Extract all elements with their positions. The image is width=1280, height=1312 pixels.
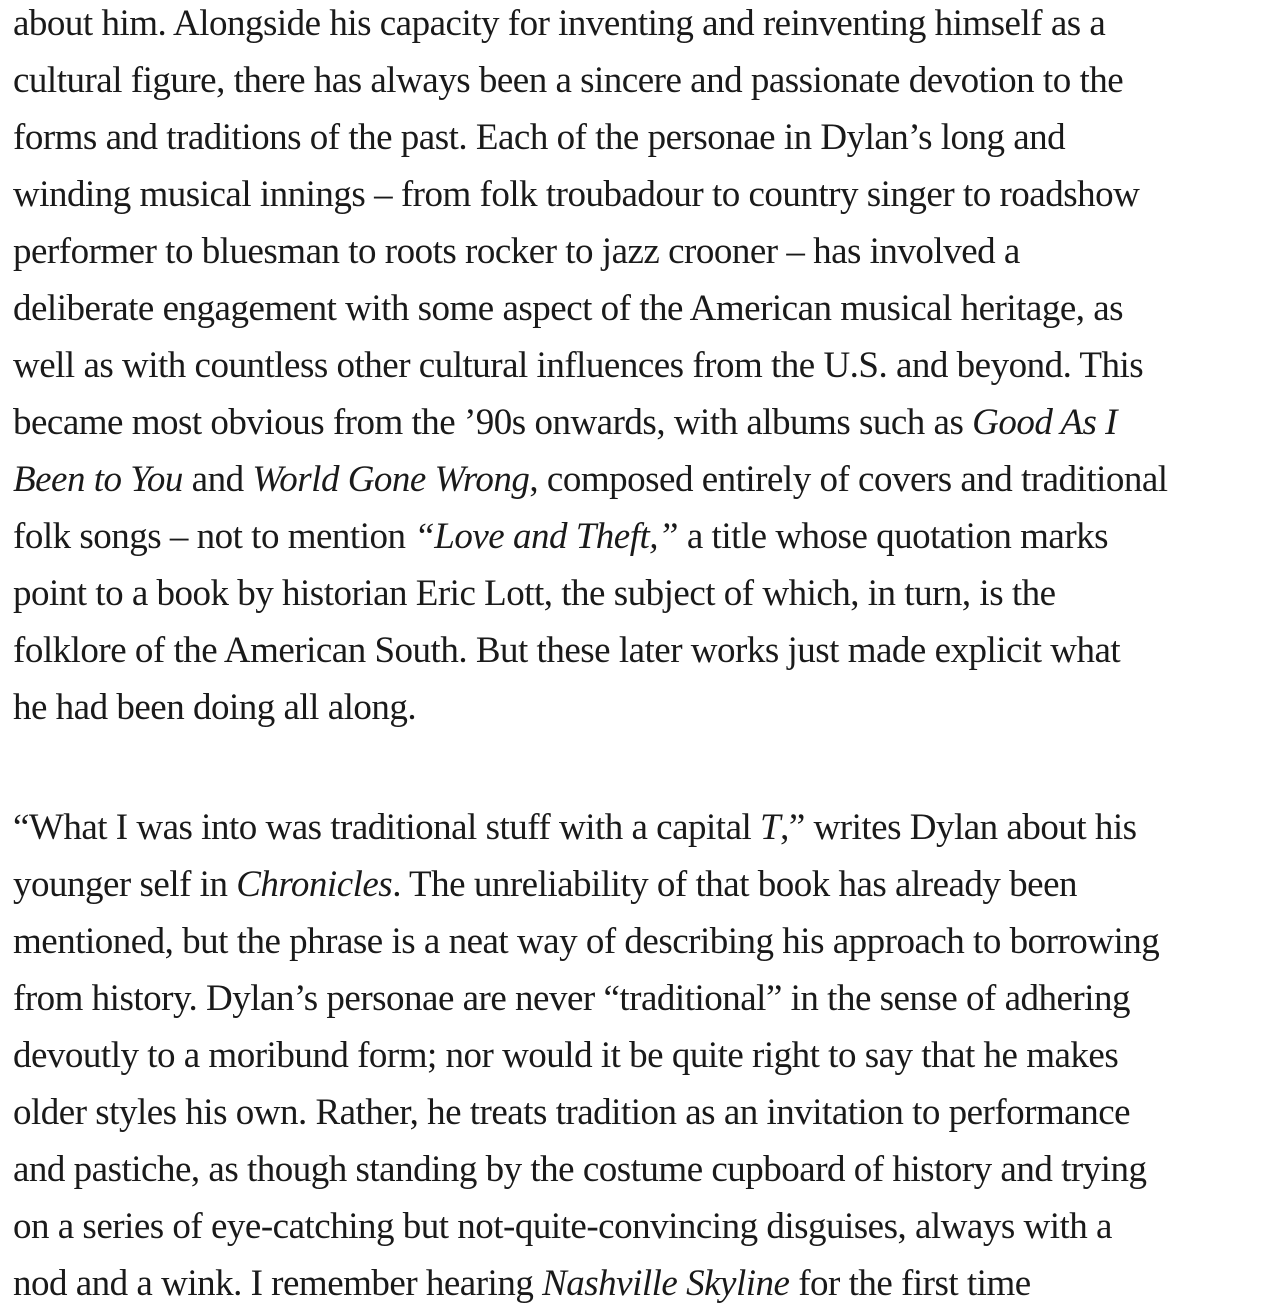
text-line xyxy=(13,1141,1146,1198)
text-line xyxy=(13,109,1065,166)
text-line xyxy=(13,394,1117,451)
text-line xyxy=(13,565,1056,622)
text-span: older styles his own. Rather, he treats tradition as an invitation to performance xyxy=(13,1092,1131,1133)
text-line xyxy=(13,913,1159,970)
text-span: younger self in xyxy=(13,864,237,905)
italic-title: Chronicles xyxy=(236,864,393,905)
text-line xyxy=(13,0,1105,52)
text-span: folk songs – not to mention xyxy=(13,516,415,557)
text-span: deliberate engagement with some aspect of the American musical heritage, as xyxy=(13,288,1124,329)
text-span: , composed entirely of covers and traditional xyxy=(529,459,1168,500)
text-span: about him. Alongside his capacity for inventing and reinventing himself as a xyxy=(13,3,1106,44)
text-line xyxy=(13,1255,1031,1312)
text-line xyxy=(13,1027,1118,1084)
text-span: cultural figure, there has always been a sincere and passionate devotion to the xyxy=(13,60,1124,101)
italic-title: Been to You xyxy=(13,459,183,500)
text-line xyxy=(13,1198,1112,1255)
italic-title: Good As I xyxy=(972,402,1117,443)
text-span: “What I was into was traditional stuff with a capital xyxy=(13,807,761,848)
text-span: performer to bluesman to roots rocker to jazz crooner – has involved a xyxy=(13,231,1020,272)
text-line xyxy=(13,1084,1130,1141)
italic-title: “Love and Theft,” xyxy=(414,516,679,557)
text-span: from history. Dylan’s personae are never “traditional” in the sense of adhering xyxy=(13,978,1131,1019)
text-span: point to a book by historian Eric Lott, the subject of which, in turn, is the xyxy=(13,573,1056,614)
text-span: well as with countless other cultural influences from the U.S. and beyond. This xyxy=(13,345,1144,386)
text-span: became most obvious from the ’90s onwards, with albums such as xyxy=(13,402,973,443)
text-line xyxy=(13,856,1077,913)
text-line xyxy=(13,280,1123,337)
text-line xyxy=(13,223,1020,280)
text-line xyxy=(13,970,1130,1027)
text-span: nod and a wink. I remember hearing xyxy=(13,1263,543,1304)
text-span: for the first time xyxy=(789,1263,1031,1304)
text-line xyxy=(13,166,1139,223)
text-span: mentioned, but the phrase is a neat way of describing his approach to borrowing xyxy=(13,921,1160,962)
text-line xyxy=(13,508,1108,565)
text-line xyxy=(13,799,1137,856)
text-line xyxy=(13,337,1143,394)
text-line xyxy=(13,679,416,736)
italic-title: Nashville Skyline xyxy=(542,1263,790,1304)
italic-title: World Gone Wrong xyxy=(252,459,530,500)
text-span: winding musical innings – from folk troubadour to country singer to roadshow xyxy=(13,174,1140,215)
text-line xyxy=(13,52,1123,109)
text-span: forms and traditions of the past. Each of the personae in Dylan’s long and xyxy=(13,117,1066,158)
text-span: and xyxy=(182,459,253,500)
text-span: ,” writes Dylan about his xyxy=(780,807,1137,848)
text-line xyxy=(13,451,1168,508)
text-span: . The unreliability of that book has already been xyxy=(392,864,1078,905)
text-line xyxy=(13,622,1120,679)
text-span: he had been doing all along. xyxy=(13,687,417,728)
text-span: and pastiche, as though standing by the costume cupboard of history and trying xyxy=(13,1149,1147,1190)
text-span: devoutly to a moribund form; nor would it be quite right to say that he makes xyxy=(13,1035,1119,1076)
italic-title: T xyxy=(760,807,781,848)
text-span: folklore of the American South. But these later works just made explicit what xyxy=(13,630,1121,671)
text-span: on a series of eye-catching but not-quite-convincing disguises, always with a xyxy=(13,1206,1112,1247)
text-span: a title whose quotation marks xyxy=(678,516,1109,557)
